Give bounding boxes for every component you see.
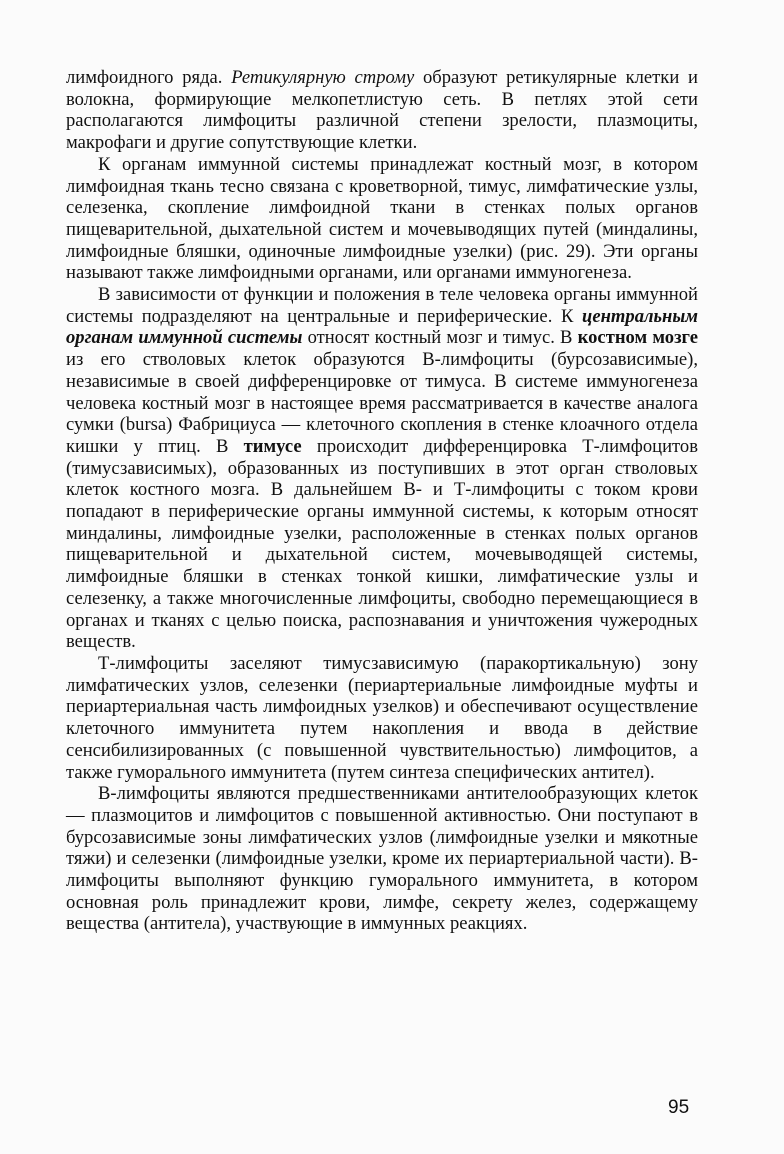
paragraph-1-text-2: образуют ретикулярные клетки и волокна, формирующие мелкопетлистую сеть. В петлях этой сети располагаются лимфоциты различной степени зрелости, плазмоциты, макрофаги и другие сопутствующие клетки. xyxy=(66,67,699,154)
page-number: 95 xyxy=(668,1097,690,1118)
paragraph-1 xyxy=(66,67,698,154)
paragraph-2-text-1: К органам иммунной системы принадлежат костный мозг, в котором лимфоидная ткань тесно связана с кроветворной, тимус, лимфатические узлы, селезенка, скопление лимфоидной ткани в стенках полых органов пищеварительной, дыхательной систем и мочевыводящих путей (миндалины, лимфоидные бляшки, одиночные лимфоидные узелки) (рис. 29). Эти органы называют также лимфоидными органами, или органами иммуногенеза. xyxy=(66,153,698,284)
paragraph-3-text-2: относят костный мозг и тимус. В xyxy=(302,327,578,349)
paragraph-5-text-1: В-лимфоциты являются предшественниками антителообразующих клеток — плазмоцитов и лимфоцитов с повышенной активностью. Они поступают в бурсозависимые зоны лимфатических узлов (лимфоидные узелки и мякотные тяжи) и селезенки (лимфоидные узелки, кроме их периартериальной части). В-лимфоциты выполняют функцию гуморального иммунитета, в котором основная роль принадлежит крови, лимфе, секрету желез, содержащему вещества (антитела), участвующие в иммунных реакциях. xyxy=(66,783,698,935)
term-central-organs: центральным органам иммунной системы xyxy=(66,305,698,349)
term-thymus: тимусе xyxy=(243,435,302,457)
text-page xyxy=(66,67,698,935)
paragraph-3-text-4: происходит дифференцировка Т-лимфоцитов (тимусзависимых), образованных из поступивших в этот орган стволовых клеток костного мозга. В дальнейшем В- и Т-лимфоциты с током крови попадают в периферические органы иммунной системы, к которым относят миндалины, лимфоидные узелки, расположенные в стенках полых органов пищеварительной и дыхательной систем, мочевыводящей системы, лимфоидные бляшки в стенках тонкой кишки, лимфатические узлы и селезенку, а также многочисленные лимфоциты, свободно перемещающиеся в органах и тканях с целью поиска, распознавания и уничтожения чужеродных веществ. xyxy=(66,435,698,653)
paragraph-5 xyxy=(66,783,698,935)
paragraph-4 xyxy=(66,653,698,783)
term-reticular-stroma: Ретикулярную строму xyxy=(231,67,415,88)
paragraph-3-text-1: В зависимости от функции и положения в теле человека органы иммунной системы подразделяют на центральные и периферические. К xyxy=(66,284,698,327)
paragraph-3-text-3: из его стволовых клеток образуются В-лимфоциты (бурсозависимые), независимые в своей дифференцировке от тимуса. В системе иммуногенеза человека костный мозг в настоящее время рассматривается в качестве аналога сумки (bursa) Фабрициуса — клеточного скопления в стенке клоачного отдела кишки у птиц. В xyxy=(66,349,698,457)
paragraph-4-text-1: Т-лимфоциты заселяют тимусзависимую (паракортикальную) зону лимфатических узлов, селезенки (периартериальные лимфоидные муфты и периартериальная часть лимфоидных узелков) и обеспечивают осуществление клеточного иммунитета путем накопления и ввода в действие сенсибилизированных (с повышенной чувствительностью) лимфоцитов, а также гуморального иммунитета (путем синтеза специфических антител). xyxy=(66,652,698,783)
paragraph-2 xyxy=(66,154,698,284)
term-bone-marrow: костном мозге xyxy=(577,327,698,349)
paragraph-3 xyxy=(66,284,698,653)
paragraph-1-text-1: лимфоидного ряда. xyxy=(66,67,232,88)
